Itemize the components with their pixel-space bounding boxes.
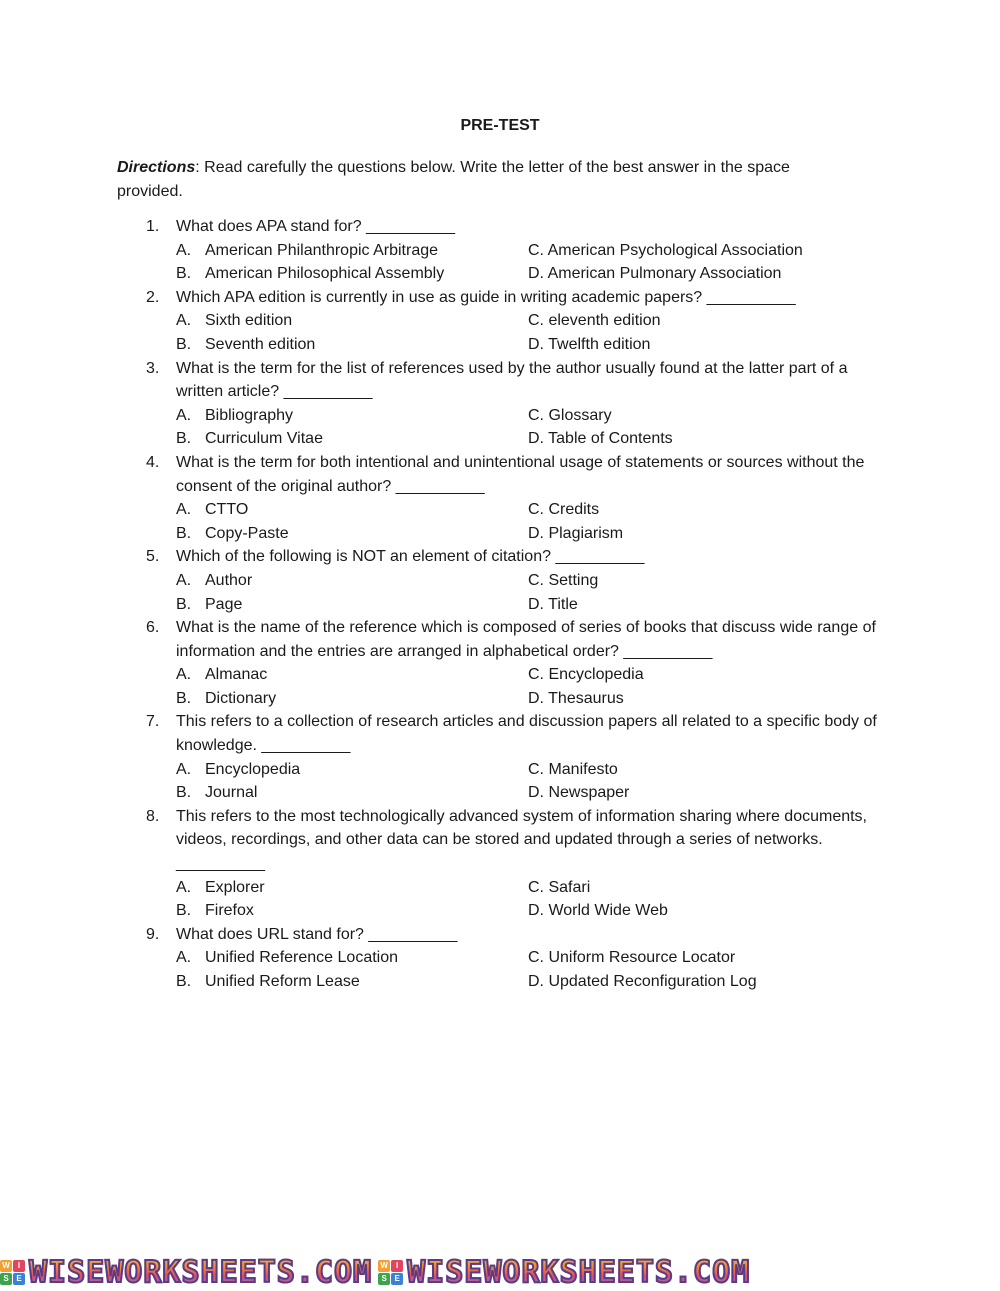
option-text: C. Setting [528, 571, 599, 589]
option-text: C. Uniform Resource Locator [528, 949, 736, 967]
option-letter: B. [176, 902, 192, 920]
option-text: C. Safari [528, 878, 591, 896]
option-text: Page [205, 595, 243, 613]
option-text: Curriculum Vitae [205, 430, 323, 448]
page-title: PRE-TEST [460, 117, 540, 134]
option-letter: B. [176, 265, 192, 283]
option-text: C. Encyclopedia [528, 666, 644, 684]
question-item [0, 451, 1000, 498]
option-text: Author [205, 571, 253, 589]
option-text: D. Updated Reconfiguration Log [528, 973, 757, 990]
question-text: What is the name of the reference which is composed of series of books that discuss wide range of information and the entries are arranged in alphabetical order? __________ [176, 619, 876, 660]
option-text: Unified Reform Lease [205, 973, 360, 990]
watermark-brand [0, 1254, 372, 1291]
option-text: Bibliography [205, 406, 294, 424]
question-item [0, 545, 1000, 569]
option-letter: A. [176, 406, 192, 424]
question-number: 5. [146, 548, 160, 566]
option-text: Seventh edition [205, 335, 316, 353]
option-letter: A. [176, 312, 192, 330]
option-text: D. Twelfth edition [528, 335, 651, 353]
option-text: C. eleventh edition [528, 312, 661, 330]
option-letter: A. [176, 571, 192, 589]
question-text: What is the term for the list of references used by the author usually found at the latter part of a written article? __________ [176, 359, 848, 401]
option-text: Explorer [205, 878, 265, 896]
option-letter: A. [176, 501, 192, 519]
question-number: 6. [146, 619, 160, 637]
option-letter: B. [176, 335, 192, 353]
question-number: 8. [146, 807, 160, 825]
option-row [0, 498, 1000, 522]
question-list [0, 215, 1000, 994]
option-row [0, 899, 1000, 923]
option-letter: B. [176, 524, 192, 542]
option-row [0, 427, 1000, 451]
brand-text: WISEWORKSHEETS.COM [29, 1255, 373, 1290]
option-text: Almanac [205, 666, 268, 684]
option-text: American Philosophical Assembly [205, 265, 445, 283]
directions-label: Directions [117, 159, 196, 176]
option-letter: B. [176, 595, 192, 613]
option-row [0, 876, 1000, 900]
option-text: Copy-Paste [205, 524, 289, 542]
question-item [0, 215, 1000, 239]
option-letter: B. [176, 973, 192, 990]
option-row [0, 687, 1000, 711]
option-text: C. Credits [528, 501, 600, 519]
option-text: Unified Reference Location [205, 949, 399, 967]
question-number: 3. [146, 359, 160, 377]
question-text: This refers to the most technologically advanced system of information sharing where documents, videos, recordings, and other data can be stored and updated through a series of networks. __________ [176, 807, 867, 873]
brand-logo-icon: W I S E [378, 1260, 403, 1285]
directions [117, 156, 837, 203]
option-row [0, 663, 1000, 687]
option-text: Sixth edition [205, 312, 293, 330]
option-row [0, 404, 1000, 428]
brand-text: WISEWORKSHEETS.COM [407, 1255, 751, 1290]
option-text: D. Newspaper [528, 784, 630, 802]
option-letter: B. [176, 784, 192, 802]
option-letter: A. [176, 760, 192, 778]
question-item [0, 286, 1000, 310]
question-number: 1. [146, 218, 160, 235]
question-number: 4. [146, 453, 160, 471]
option-row [0, 593, 1000, 617]
option-text: American Philanthropic Arbitrage [205, 241, 439, 259]
option-text: C. Manifesto [528, 760, 618, 778]
question-item [0, 616, 1000, 663]
option-row [0, 262, 1000, 286]
question-item [0, 710, 1000, 757]
option-text: D. World Wide Web [528, 902, 668, 920]
option-text: D. Table of Contents [528, 430, 673, 448]
question-text: This refers to a collection of research articles and discussion papers all related to a specific body of knowledge. __________ [176, 713, 877, 755]
option-text: Encyclopedia [205, 760, 301, 778]
option-text: Firefox [205, 902, 254, 920]
question-number: 2. [146, 288, 160, 306]
question-text: Which APA edition is currently in use as guide in writing academic papers? __________ [176, 288, 796, 306]
option-text: D. American Pulmonary Association [528, 265, 782, 283]
question-text: Which of the following is NOT an element of citation? __________ [176, 548, 645, 566]
option-row [0, 239, 1000, 263]
option-row [0, 333, 1000, 357]
question-item [0, 357, 1000, 404]
option-row [0, 309, 1000, 333]
watermark-brand [378, 1254, 750, 1291]
option-row [0, 758, 1000, 782]
directions-text: : Read carefully the questions below. Write the letter of the best answer in the space provided. [117, 159, 790, 200]
option-text: D. Plagiarism [528, 524, 624, 542]
option-text: Journal [205, 784, 258, 802]
question-number: 9. [146, 925, 160, 943]
option-letter: B. [176, 430, 192, 448]
option-row [0, 522, 1000, 546]
option-text: D. Title [528, 595, 578, 613]
option-letter: A. [176, 666, 192, 684]
question-text: What is the term for both intentional and unintentional usage of statements or sources without the consent of the original author? __________ [176, 453, 865, 495]
option-text: C. Glossary [528, 406, 612, 424]
option-row [0, 946, 1000, 970]
option-letter: A. [176, 949, 192, 967]
question-text: What does URL stand for? __________ [176, 925, 458, 943]
question-item [0, 805, 1000, 876]
footer-watermark [0, 1254, 1000, 1291]
option-text: C. American Psychological Association [528, 241, 803, 259]
option-letter: A. [176, 241, 192, 259]
option-letter: A. [176, 878, 192, 896]
option-row [0, 970, 1000, 994]
option-letter: B. [176, 689, 192, 707]
question-number: 7. [146, 713, 160, 731]
option-row [0, 781, 1000, 805]
question-text: What does APA stand for? __________ [176, 218, 456, 235]
question-item [0, 923, 1000, 947]
option-text: D. Thesaurus [528, 689, 624, 707]
option-text: Dictionary [205, 689, 277, 707]
option-text: CTTO [205, 501, 249, 519]
brand-logo-icon: W I S E [0, 1260, 25, 1285]
option-row [0, 569, 1000, 593]
